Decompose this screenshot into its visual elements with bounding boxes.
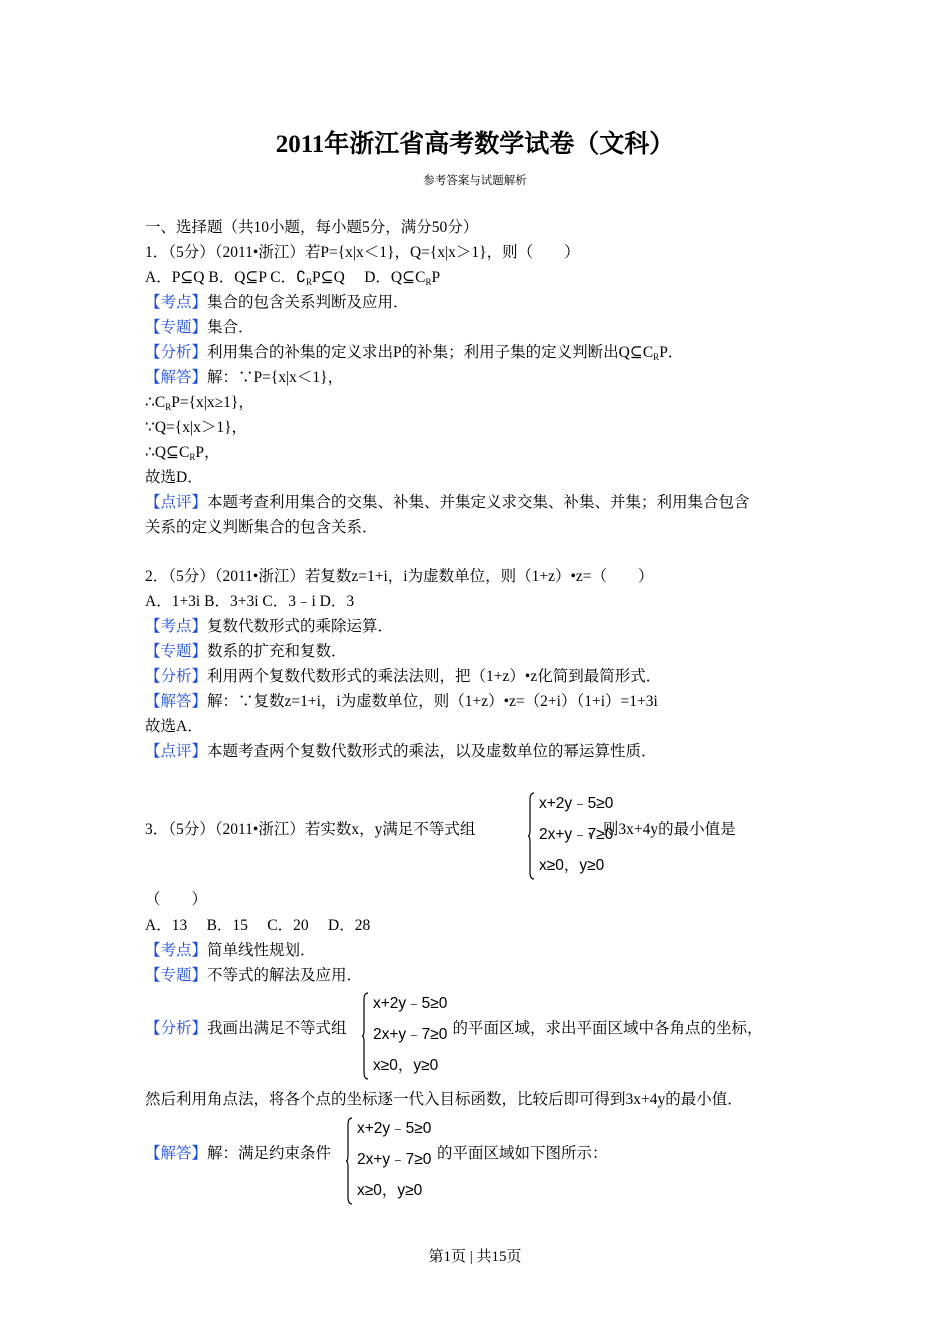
q2-dianping: 【点评】本题考查两个复数代数形式的乘法，以及虚数单位的幂运算性质． (145, 743, 657, 760)
q2-jieda: 【解答】解：∵复数z=1+i，i为虚数单位，则（1+z）•z=（2+i）（1+i）=1+3i (145, 693, 658, 710)
inequality-2: 2x+y﹣7≥0 (373, 1026, 448, 1043)
q3-stem-paren: （ ） (145, 891, 208, 908)
q3-jieda-inequality-system (346, 1117, 456, 1205)
q1-step-2: ∵Q={x|x＞1}， (145, 419, 248, 436)
inequality-1: x+2y﹣5≥0 (357, 1120, 432, 1137)
q3-fenxi-cont: 然后利用角点法，将各个点的坐标逐一代入目标函数，比较后即可得到3x+4y的最小值． (145, 1091, 743, 1108)
q3-stem: 3．（5分）（2011•浙江）若实数x，y满足不等式组 ，则3x+4y的最小值是 (145, 821, 736, 838)
q1-options: A．P⊆Q B．Q⊆P C．$∁_RP⊆Q$ D．$Q⊆C_RP$ (145, 269, 441, 287)
page-footer: 第1页 | 共15页 (428, 1249, 522, 1265)
left-brace-icon (346, 1117, 352, 1205)
q3-fenxi: 【分析】我画出满足不等式组 的平面区域，求出平面区域中各角点的坐标， (145, 1020, 763, 1037)
q1-dianping: 【点评】本题考查利用集合的交集、补集、并集定义求交集、补集、并集；利用集合包含 (145, 494, 750, 511)
q1-choice: 故选D． (145, 469, 203, 486)
q3-jieda: 【解答】解：满足约束条件 的平面区域如下图所示： (145, 1145, 608, 1162)
page-title: 2011年浙江省高考数学试卷（文科） (275, 131, 675, 158)
q3-options: A．13 B．15 C．20 D．28 (145, 917, 371, 934)
q1-jieda: 【解答】解：∵P={x|x＜1}， (145, 369, 344, 386)
q2-options: A．1+3i B．3+3i C．3﹣i D．3 (145, 593, 355, 610)
q1-fenxi: 【分析】利用集合的补集的定义求出P的补集；利用子集的定义判断出$Q⊆C_RP$． (145, 344, 684, 362)
q2-kaodian: 【考点】复数代数形式的乘除运算． (145, 618, 394, 635)
left-brace-icon (362, 992, 368, 1080)
q1-step-1: $\therefore C_RP=\{x|x\ge 1\}$， (145, 394, 254, 412)
q2-fenxi: 【分析】利用两个复数代数形式的乘法法则，把（1+z）•z化简到最简形式． (145, 668, 662, 685)
q1-step-3: $\therefore Q⊆C_RP$， (145, 444, 220, 462)
q1-zhuanti: 【专题】集合． (145, 319, 254, 336)
inequality-1: x+2y﹣5≥0 (539, 795, 614, 812)
q3-kaodian: 【考点】简单线性规划． (145, 942, 316, 959)
inequality-1: x+2y﹣5≥0 (373, 995, 448, 1012)
complement-symbol: ∁ (296, 269, 307, 286)
q3-fenxi-inequality-system (362, 992, 472, 1080)
section-heading: 一、选择题（共10小题，每小题5分，满分50分） (145, 219, 479, 236)
inequality-3: x≥0，y≥0 (539, 857, 605, 874)
q3-inequality-system (528, 792, 638, 880)
page-subtitle: 参考答案与试题解析 (423, 175, 527, 187)
q1-stem: 1．（5分）（2011•浙江）若P={x|x＜1}，Q={x|x＞1}，则（ ） (145, 244, 580, 261)
inequality-2: 2x+y﹣7≥0 (539, 826, 614, 843)
q1-dianping-cont: 关系的定义判断集合的包含关系． (145, 519, 378, 536)
q2-choice: 故选A． (145, 718, 203, 735)
inequality-3: x≥0，y≥0 (373, 1057, 439, 1074)
q3-zhuanti: 【专题】不等式的解法及应用． (145, 967, 363, 984)
q2-stem: 2．（5分）（2011•浙江）若复数z=1+i，i为虚数单位，则（1+z）•z=（ ） (145, 568, 654, 585)
left-brace-icon (528, 792, 534, 880)
inequality-2: 2x+y﹣7≥0 (357, 1151, 432, 1168)
inequality-3: x≥0，y≥0 (357, 1182, 423, 1199)
q2-zhuanti: 【专题】数系的扩充和复数． (145, 643, 347, 660)
q1-kaodian: 【考点】集合的包含关系判断及应用． (145, 294, 409, 311)
